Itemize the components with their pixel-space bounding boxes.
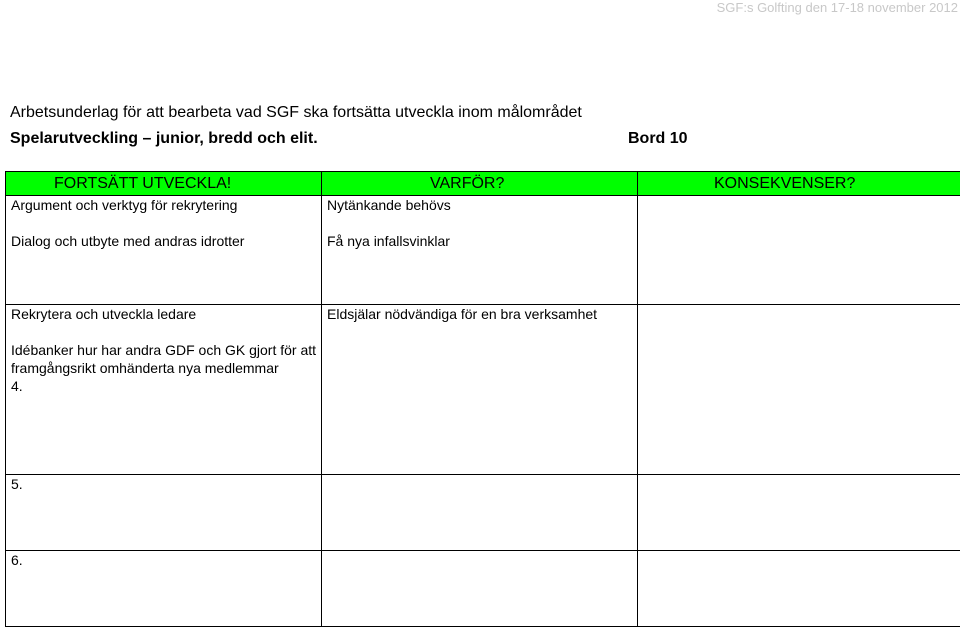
cell-consequences: [638, 305, 960, 475]
table-row: [6, 305, 960, 475]
heading-rest: junior, bredd och elit.: [155, 130, 318, 147]
cell-why: [322, 475, 638, 551]
cell-consequences: [638, 196, 960, 305]
column-header-why: VARFÖR?: [322, 172, 638, 196]
cell-consequences: [638, 551, 960, 627]
cell-text: 5.: [11, 476, 23, 492]
cell-why: [322, 305, 638, 475]
cell-text: Dialog och utbyte med andras idrotter: [11, 233, 245, 249]
cell-continue: [6, 196, 322, 305]
cell-text: Argument och verktyg för rekrytering: [11, 197, 238, 213]
worksheet-table: [5, 171, 960, 627]
cell-text: Nytänkande behövs: [327, 197, 451, 213]
cell-continue: [6, 305, 322, 475]
cell-text: Få nya infallsvinklar: [327, 233, 450, 249]
table-row: [6, 196, 960, 305]
heading-dash: –: [142, 130, 152, 147]
cell-text: 4.: [11, 378, 23, 394]
cell-why: [322, 196, 638, 305]
heading-main: Spelarutveckling: [10, 130, 139, 147]
cell-text: Rekrytera och utveckla ledare: [11, 306, 197, 322]
table-row: [6, 475, 960, 551]
cell-continue: [6, 551, 322, 627]
event-header: SGF:s Golfting den 17-18 november 2012: [716, 0, 958, 15]
table-number: Bord 10: [628, 130, 688, 147]
document-subtitle: Arbetsunderlag för att bearbeta vad SGF ska fortsätta utveckla inom målområdet: [10, 104, 582, 121]
cell-consequences: [638, 475, 960, 551]
cell-continue: [6, 475, 322, 551]
table-header-row: [6, 172, 960, 196]
document-heading: [10, 130, 700, 148]
cell-text: Idébanker hur har andra GDF och GK gjort för att framgångsrikt omhänderta nya medlemmar: [11, 342, 317, 376]
cell-why: [322, 551, 638, 627]
column-header-consequences: KONSEKVENSER?: [638, 172, 960, 196]
table-row: [6, 551, 960, 627]
cell-text: Eldsjälar nödvändiga för en bra verksamhet: [327, 306, 598, 322]
column-header-continue: FORTSÄTT UTVECKLA!: [6, 172, 322, 196]
cell-text: 6.: [11, 552, 23, 568]
